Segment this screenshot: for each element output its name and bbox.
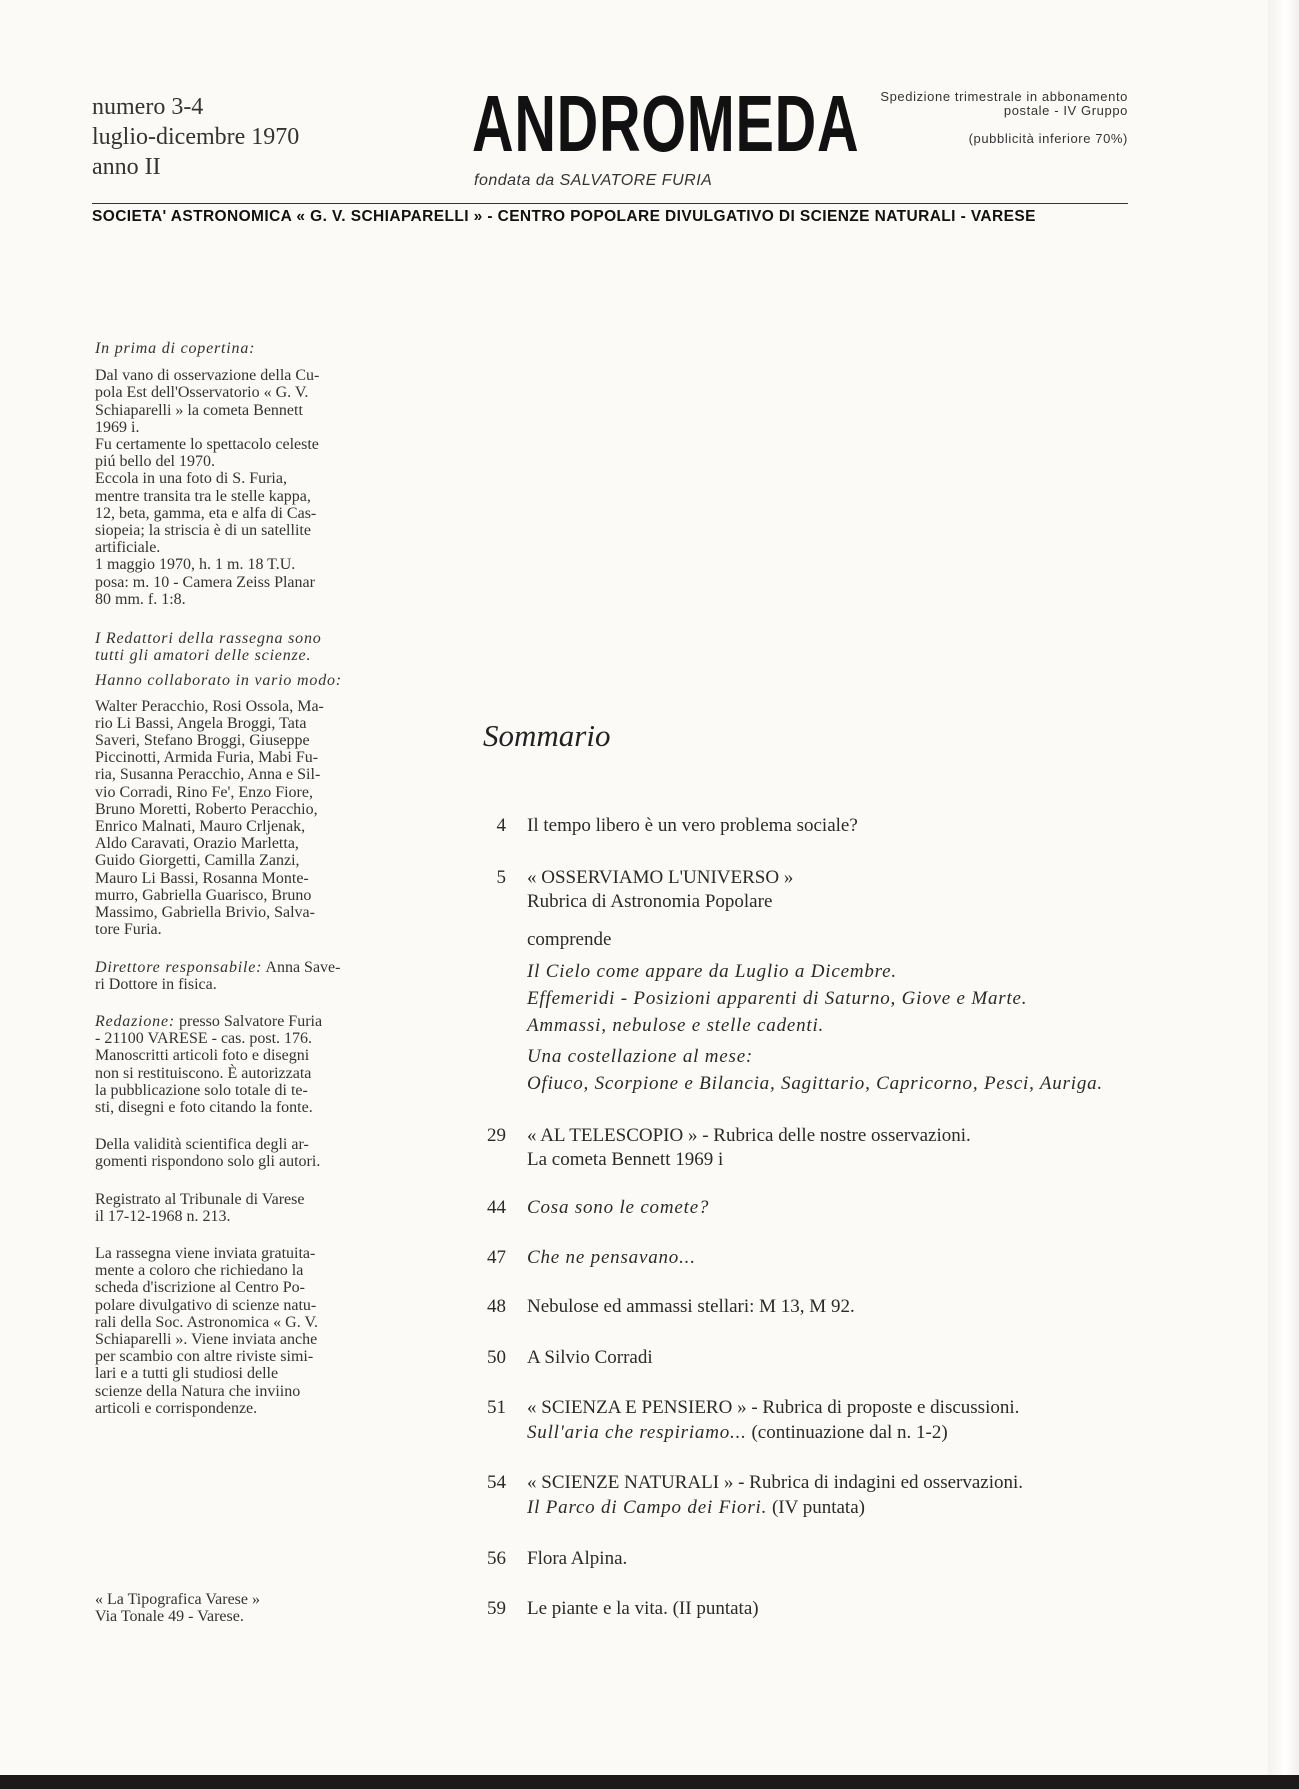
toc-page-number: 48	[487, 1296, 506, 1317]
editors-line: I Redattori della rassegna sono	[95, 630, 322, 648]
toc-page-number: 50	[487, 1347, 506, 1368]
toc-subitem: Il Cielo come appare da Luglio a Dicembre.	[527, 961, 897, 982]
masthead-title: ANDROMEDA	[472, 79, 860, 168]
scan-bottom-edge	[0, 1775, 1299, 1789]
postal-line-1: Spedizione trimestrale in abbonamento	[880, 89, 1128, 104]
collab-heading: Hanno collaborato in vario modo:	[95, 672, 342, 690]
founded-by: fondata da SALVATORE FURIA	[474, 172, 713, 189]
toc-title: « AL TELESCOPIO » - Rubrica delle nostre osservazioni.	[527, 1125, 971, 1146]
redazione-line-1	[95, 1013, 373, 1030]
redazione-address: presso Salvatore Furia	[174, 1012, 323, 1030]
printer-line: Via Tonale 49 - Varese.	[95, 1608, 244, 1626]
redazione-line: non si restituiscono. È autorizzata	[95, 1064, 312, 1082]
collab-line: vio Corradi, Rino Fe', Enzo Fiore,	[95, 783, 313, 801]
redazione-line: - 21100 VARESE - cas. post. 176.	[95, 1030, 313, 1048]
collab-line: Enrico Malnati, Mauro Crljenak,	[95, 818, 306, 836]
toc-page-number: 59	[487, 1598, 506, 1619]
toc-title: Il tempo libero è un vero problema sociale?	[527, 815, 858, 836]
distribution-line: La rassegna viene inviata gratuita-	[95, 1244, 316, 1262]
collab-line: ria, Susanna Peracchio, Anna e Sil-	[95, 766, 321, 784]
registration-line: il 17-12-1968 n. 213.	[95, 1207, 231, 1225]
validity-line: Della validità scientifica degli ar-	[95, 1136, 309, 1154]
printer-line: « La Tipografica Varese »	[95, 1591, 260, 1608]
director-name: Anna Save-	[262, 958, 341, 976]
header-rule	[92, 203, 1128, 204]
toc-title: Cosa sono le comete?	[527, 1197, 710, 1218]
distribution-line: Schiaparelli ». Viene inviata anche	[95, 1330, 318, 1348]
cover-line: 12, beta, gamma, eta e alfa di Cas-	[95, 504, 317, 522]
redazione-label: Redazione:	[95, 1012, 175, 1030]
cover-line: 80 mm. f. 1:8.	[95, 590, 186, 608]
validity-note	[95, 1136, 373, 1170]
toc-title: Che ne pensavano...	[527, 1247, 696, 1268]
cover-line: 1 maggio 1970, h. 1 m. 18 T.U.	[95, 556, 296, 574]
cover-line: Schiaparelli » la cometa Bennett	[95, 401, 303, 419]
printer-colophon	[95, 1591, 373, 1625]
collab-line: Guido Giorgetti, Camilla Zanzi,	[95, 852, 300, 870]
toc-subtitle	[527, 1421, 948, 1445]
cover-line: 1969 i.	[95, 418, 140, 436]
toc-page-number: 5	[496, 867, 506, 888]
toc-page-number: 51	[487, 1397, 506, 1418]
distribution-line: rali della Soc. Astronomica « G. V.	[95, 1313, 318, 1331]
issue-period: luglio-dicembre 1970	[92, 124, 300, 150]
cover-line: Fu certamente lo spettacolo celeste	[95, 436, 319, 454]
toc-subitem: Ofiuco, Scorpione e Bilancia, Sagittario, Capricorno, Pesci, Auriga.	[527, 1073, 1103, 1094]
toc-subtitle	[527, 1496, 865, 1520]
distribution-line: mente a coloro che richiedano la	[95, 1262, 304, 1280]
issue-info	[92, 92, 299, 182]
collab-line: murro, Gabriella Guarisco, Bruno	[95, 886, 312, 904]
editors-note	[95, 630, 373, 664]
distribution-line: lari e a tutti gli studiosi delle	[95, 1365, 279, 1383]
cover-line: siopeia; la striscia è di un satellite	[95, 522, 311, 540]
cover-line: artificiale.	[95, 539, 161, 557]
toc-subtitle-italic: Il Parco di Campo dei Fiori.	[527, 1497, 768, 1518]
toc-subtitle-note: (IV puntata)	[767, 1497, 865, 1518]
postal-line-2: postale - IV Gruppo	[1003, 103, 1128, 118]
toc-page-number: 54	[487, 1472, 506, 1493]
toc-title: « OSSERVIAMO L'UNIVERSO »	[527, 867, 794, 888]
toc-title: Nebulose ed ammassi stellari: M 13, M 92.	[527, 1296, 855, 1317]
redazione-line: Manoscritti articoli foto e disegni	[95, 1047, 310, 1065]
toc-subtitle: La cometa Bennett 1969 i	[527, 1149, 724, 1170]
distribution-line: articoli e corrispondenze.	[95, 1399, 258, 1417]
collab-line: Saveri, Stefano Broggi, Giuseppe	[95, 732, 310, 750]
director-line-2: ri Dottore in fisica.	[95, 975, 217, 993]
toc-page-number: 4	[496, 815, 506, 836]
society-line: SOCIETA' ASTRONOMICA « G. V. SCHIAPARELLI » - CENTRO POPOLARE DIVULGATIVO DI SCIENZE NATURALI - VARESE	[92, 208, 1036, 225]
toc-title: « SCIENZE NATURALI » - Rubrica di indagini ed osservazioni.	[527, 1472, 1024, 1493]
editors-line: tutti gli amatori delle scienze.	[95, 647, 312, 665]
left-column	[95, 340, 373, 1417]
redazione-line: la pubblicazione solo totale di te-	[95, 1081, 308, 1099]
cover-line: mentre transita tra le stelle kappa,	[95, 487, 311, 505]
cover-line: posa: m. 10 - Camera Zeiss Planar	[95, 573, 315, 591]
collab-line: Massimo, Gabriella Brivio, Salva-	[95, 904, 315, 922]
toc-subtitle: Rubrica di Astronomia Popolare	[527, 891, 773, 912]
toc-page-number: 29	[487, 1125, 506, 1146]
redazione-block	[95, 1013, 373, 1116]
toc-page-number: 44	[487, 1197, 506, 1218]
toc-title: A Silvio Corradi	[527, 1347, 653, 1368]
collaborators-list	[95, 698, 373, 939]
distribution-line: scienze della Natura che inviino	[95, 1382, 301, 1400]
toc-subitem: Effemeridi - Posizioni apparenti di Saturno, Giove e Marte.	[527, 988, 1028, 1009]
issue-number: numero 3-4	[92, 94, 204, 120]
cover-line: piú bello del 1970.	[95, 453, 215, 471]
toc-title: Flora Alpina.	[527, 1548, 628, 1569]
validity-line: gomenti rispondono solo gli autori.	[95, 1153, 321, 1171]
toc-subitem: Ammassi, nebulose e stelle cadenti.	[527, 1015, 825, 1036]
distribution-note	[95, 1245, 373, 1417]
distribution-line: per scambio con altre riviste simi-	[95, 1348, 314, 1366]
distribution-line: polare divulgativo di scienze natu-	[95, 1296, 317, 1314]
toc-title: « SCIENZA E PENSIERO » - Rubrica di proposte e discussioni.	[527, 1397, 1020, 1418]
toc-subtitle-italic: Sull'aria che respiriamo...	[527, 1422, 747, 1443]
director-block	[95, 959, 373, 993]
postal-notice	[840, 90, 1128, 146]
postal-line-3: (pubblicità inferiore 70%)	[968, 131, 1128, 146]
collab-line: Aldo Caravati, Orazio Marletta,	[95, 835, 299, 853]
toc-subtitle-note: (continuazione dal n. 1-2)	[746, 1422, 948, 1443]
issue-year: anno II	[92, 154, 161, 180]
cover-line: pola Est dell'Osservatorio « G. V.	[95, 384, 309, 402]
toc-page-number: 56	[487, 1548, 506, 1569]
cover-heading: In prima di copertina:	[95, 340, 256, 357]
collab-line: Mauro Li Bassi, Rosanna Monte-	[95, 869, 309, 887]
collab-line: Bruno Moretti, Roberto Peracchio,	[95, 800, 318, 818]
page-edge	[1268, 0, 1299, 1789]
collab-line: tore Furia.	[95, 921, 162, 939]
sommario-title: Sommario	[483, 718, 611, 753]
collab-line: Piccinotti, Armida Furia, Mabi Fu-	[95, 749, 319, 767]
registration-note	[95, 1191, 373, 1225]
collab-line: rio Li Bassi, Angela Broggi, Tata	[95, 714, 307, 732]
director-line-1	[95, 959, 373, 976]
toc-comprende: comprende	[527, 929, 612, 950]
cover-line: Dal vano di osservazione della Cu-	[95, 367, 320, 385]
toc-page-number: 47	[487, 1247, 506, 1268]
cover-line: Eccola in una foto di S. Furia,	[95, 470, 287, 488]
registration-line: Registrato al Tribunale di Varese	[95, 1190, 305, 1208]
toc-title: Le piante e la vita. (II puntata)	[527, 1598, 759, 1619]
director-label: Direttore responsabile:	[95, 958, 263, 976]
distribution-line: scheda d'iscrizione al Centro Po-	[95, 1279, 305, 1297]
collab-line: Walter Peracchio, Rosi Ossola, Ma-	[95, 697, 324, 715]
toc-subitem: Una costellazione al mese:	[527, 1046, 754, 1067]
cover-caption	[95, 367, 373, 608]
redazione-line: sti, disegni e foto citando la fonte.	[95, 1098, 313, 1116]
